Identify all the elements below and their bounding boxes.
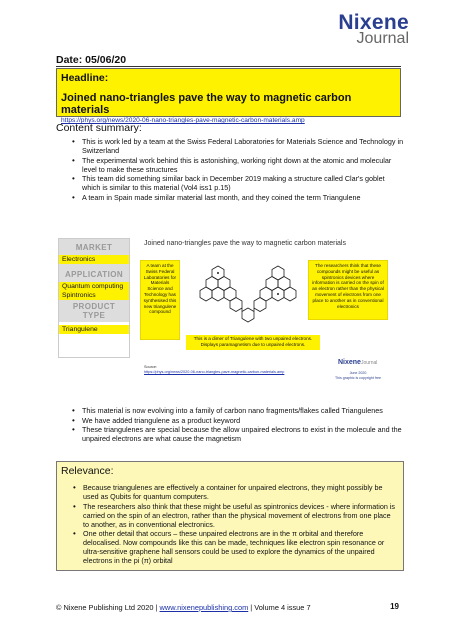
mini-footer-line1: June 2020 bbox=[349, 371, 367, 375]
mini-logo bbox=[338, 359, 377, 366]
headline-label: Headline: bbox=[61, 72, 109, 84]
list-item: • Because triangulenes are effectively a container for unpaired electrons, they might possibly be used as Qubits for quantum computers. bbox=[73, 483, 397, 501]
note-right: The researchers think that these compounds might be useful as spintronics devices where information is carried on the spin of an electron rather than the physical movement of electrons from one place to another as in conventional electronics bbox=[308, 260, 388, 320]
note-left: A team at the Swiss Federal Laboratories for Materials Science and Technology has synthesised this new triangulene compound bbox=[140, 260, 180, 340]
journal-logo bbox=[338, 12, 409, 47]
article-date: Date: 05/06/20 bbox=[56, 54, 127, 66]
mini-logo-brand: Nixene bbox=[338, 359, 361, 366]
headline-box bbox=[56, 68, 401, 124]
source-label: Source: bbox=[144, 365, 158, 369]
content-summary-list bbox=[72, 137, 404, 202]
more-bullets-list bbox=[72, 406, 404, 444]
list-item: • This team did something similar back in December 2019 making a structure called Clar's goblet which is similar to this material (Vol4 iss1 p.15) bbox=[72, 174, 404, 192]
footer-copyright: © Nixene Publishing Ltd 2020 | bbox=[56, 603, 160, 612]
headline-source-link[interactable]: https://phys.org/news/2020-06-nano-triangles-pave-magnetic-carbon-materials.amp bbox=[61, 117, 305, 124]
list-item: • The experimental work behind this is astonishing, working right down at the atomic and molecular level to make these structures bbox=[72, 156, 404, 174]
mini-footer-line2: This graphic is copyright free bbox=[335, 375, 381, 380]
footer-website-link[interactable]: www.nixenepublishing.com bbox=[159, 603, 249, 612]
footer-volume: | Volume 4 issue 7 bbox=[248, 603, 311, 612]
content-summary-title: Content summary: bbox=[56, 122, 142, 134]
triangulene-dimer-structure bbox=[188, 256, 308, 336]
list-item: • One other detail that occurs – these unpaired electrons are in the π orbital and therefore delocalised. Now compounds like this can be made, techniques like electron spin resonance or ultra-sensitive graphene hall sensors could be used to explore the dynamics of the unpaired electrons in the pi (π) orbital bbox=[73, 529, 397, 565]
list-item: • This material is now evolving into a family of carbon nano fragments/flakes called Triangulenes bbox=[72, 406, 404, 415]
logo-subtitle: Journal bbox=[356, 30, 409, 47]
mini-logo-sub: Journal bbox=[360, 360, 378, 366]
application-item: Spintronics bbox=[59, 291, 129, 300]
relevance-title: Relevance: bbox=[61, 465, 114, 477]
figure-title: Joined nano-triangles pave the way to magnetic carbon materials bbox=[144, 240, 346, 247]
market-item: Electronics bbox=[59, 255, 129, 264]
application-heading: APPLICATION bbox=[59, 264, 129, 282]
figure-source bbox=[144, 365, 284, 374]
page-footer bbox=[56, 603, 311, 612]
date-divider bbox=[56, 66, 401, 67]
market-heading: MARKET bbox=[59, 239, 129, 255]
list-item: • The researchers also think that these might be useful as spintronics devices - where information is carried on the spin of an electron, rather than the physical movement of electrons from one place to another, as in conventional electronics. bbox=[73, 502, 397, 529]
mini-footer bbox=[335, 371, 381, 380]
source-link[interactable]: https://phys.org/news/2020-06-nano-triangles-pave-magnetic-carbon-materials.amp bbox=[144, 369, 285, 374]
list-item: • This is work led by a team at the Swiss Federal Laboratories for Materials Science and Technology in Switzerland bbox=[72, 137, 404, 155]
list-item: • A team in Spain made similar material last month, and they coined the term Triangulene bbox=[72, 193, 404, 202]
application-item: Quantum computing bbox=[59, 282, 129, 291]
product-type-heading: PRODUCT TYPE bbox=[59, 300, 129, 322]
infographic-figure bbox=[58, 238, 402, 388]
logo-brand: Nixene bbox=[338, 11, 409, 34]
headline-title: Joined nano-triangles pave the way to magnetic carbon materials bbox=[61, 92, 352, 116]
list-item: • We have added triangulene as a product keyword bbox=[72, 416, 404, 425]
page-number: 19 bbox=[390, 602, 399, 611]
relevance-box bbox=[56, 461, 404, 571]
list-item: • These triangulenes are special because the allow unpaired electrons to exist in the molecule and the unpaired electrons are what cause the magnetism bbox=[72, 425, 404, 443]
keyword-sidebar bbox=[58, 238, 130, 358]
relevance-list bbox=[73, 483, 397, 566]
product-type-item: Triangulene bbox=[59, 325, 129, 334]
note-bottom: This is a dimer of Triangulene with two unpaired electrons. Displays paramagnetism due to unpaired electrons. bbox=[186, 335, 320, 350]
